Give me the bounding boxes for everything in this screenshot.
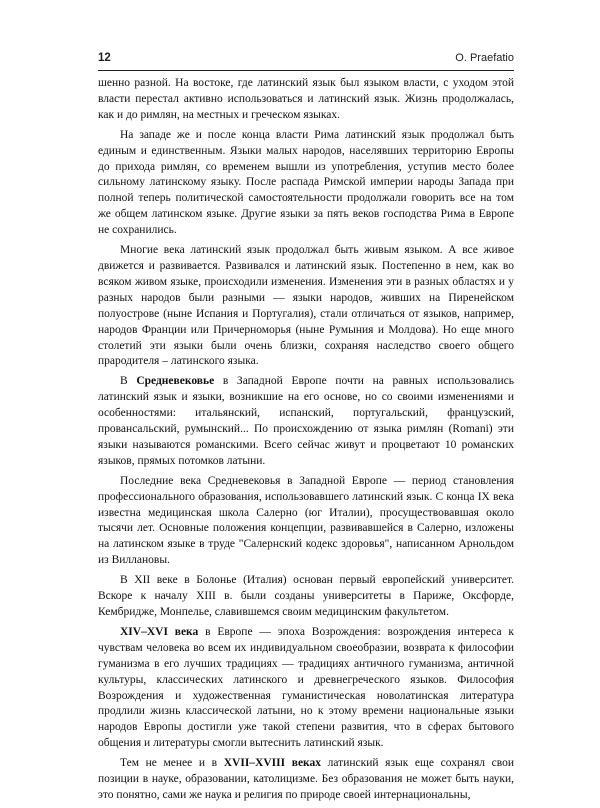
bold-term: XVII–XVIII веках <box>223 757 321 770</box>
text-run: Многие века латинский язык продолжал быть живым языком. А все живое движется и развивается. Развивался и латинский язык. Постепенно в нем, как во всяком живом языке, происходили изменения. Изменения эти в разных областях и у разных народов были разными — языки народов, живших на Пиренейском полуострове (ныне Испания и Португалия), стали отличаться от языков, например, народов Франции или Причерноморья (ныне Румыния и Молдова). Но еще много столетий эти языки были очень близки, сохраняя наследство своего общего прародителя – латинского языка. <box>98 244 514 368</box>
running-title: O. Praefatio <box>455 52 514 64</box>
page-header <box>98 52 514 68</box>
paragraph <box>98 756 514 804</box>
header-rule <box>98 70 514 71</box>
text-run: Тем не менее и в <box>120 757 224 770</box>
paragraph <box>98 625 514 752</box>
paragraph <box>98 474 514 569</box>
page-number: 12 <box>98 52 111 64</box>
text-run: в Западной Европе почти на равных использовались латинский язык и языки, возникшие на его основе, но со своими изменениями и особенностями: итальянский, испанский, португальский, французский, провансальский, румынский... По происхождению от языка римлян (Romani) эти языки называются романскими. Всего сейчас живут и процветают 10 романских языков, прямых потомков латыни. <box>98 375 514 467</box>
paragraph <box>98 374 514 469</box>
text-run: шенно разной. На востоке, где латинский язык был языком власти, с уходом этой власти перестал активно использоваться и латинский язык. Жизнь продолжалась, как и до римлян, на местных и греческом языках. <box>98 77 514 121</box>
paragraph <box>98 76 514 124</box>
text-run: Последние века Средневековья в Западной Европе — период становления профессионального образования, использовавшего латинский язык. С конца IX века известна медицинская школа Салерно (юг Италии), просуществовавшая около тысячи лет. Основные положения концепции, развивавшейся в Салерно, изложены на латинском языке в труде "Салернский кодекс здоровья", написанном Арнольдом из Виллановы. <box>98 474 514 567</box>
body-text <box>98 76 514 808</box>
paragraph <box>98 243 514 370</box>
paragraph <box>98 128 514 239</box>
text-run: На западе же и после конца власти Рима латинский язык продолжал быть единым и единственным. Языки малых народов, населявших территорию Европы до прихода римлян, со временем вышли из употребления, уступив место более сильному латинскому языку. После распада Римской империи народы Запада при полной теперь политической самостоятельности продолжали говорить все на том же общем латинском языке. Другие языки за пять веков господства Рима в Европе не сохранились. <box>98 128 514 237</box>
paragraph <box>98 573 514 621</box>
bold-term: XIV–XVI века <box>120 625 199 638</box>
text-run: В <box>120 375 137 388</box>
text-run: латинский язык еще сохранял свои позиции в науке, образовании, католицизме. Без образования не может быть науки, это понятно, сами же наука и религия по природе своей интернациональны, <box>98 757 514 801</box>
text-run: в Европе — эпоха Возрождения: возрождения интереса к чувствам человека во всем их индивидуальном своеобразии, возврата к философии гуманизма в его лучших традициях — традициях античного гуманизма, античной культуры, классических латинского и древнегреческого языков. Философия Возрождения и художественная гуманистическая новолатинская литература продлили жизнь классической латыни, но к этому времени национальные языки народов Европы достигли уже такой степени развития, что в сферах бытового общения и литературы смогли вытеснить латинский язык. <box>98 625 514 750</box>
text-run: В XII веке в Болонье (Италия) основан первый европейский университет. Вскоре к началу XIII в. были созданы университеты в Париже, Оксфорде, Кембридже, Монпелье, славившемся своим медицинским факультетом. <box>98 574 514 618</box>
bold-term: Средневековье <box>136 375 215 388</box>
